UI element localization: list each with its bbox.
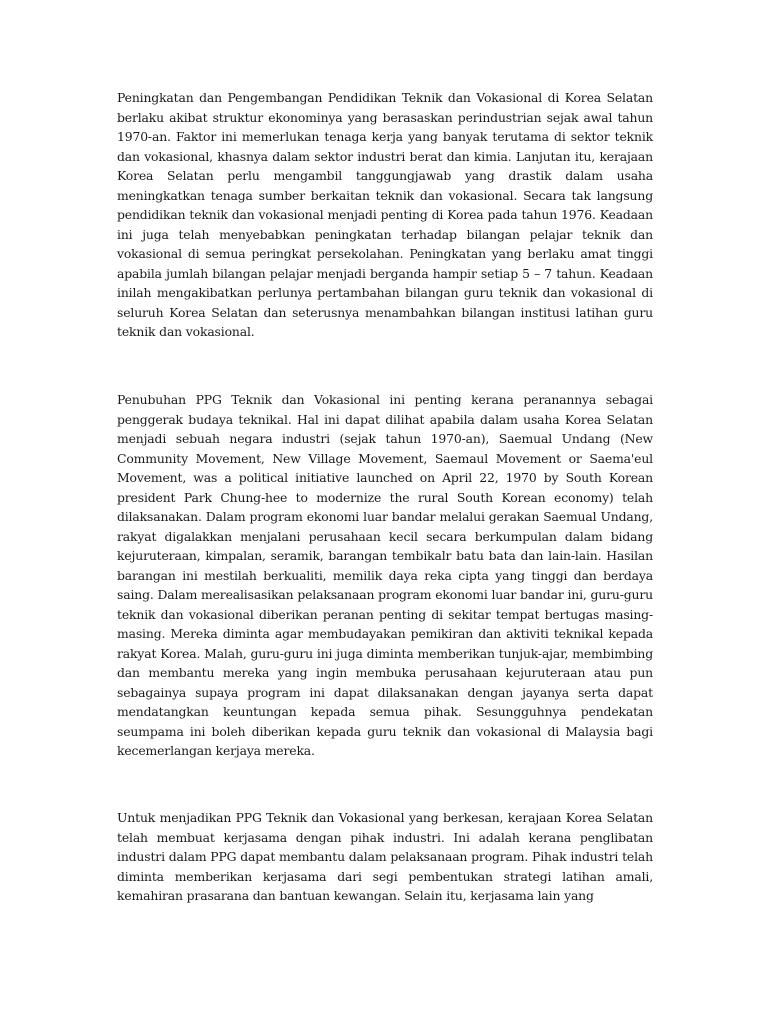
paragraph-3: Untuk menjadikan PPG Teknik dan Vokasional yang berkesan, kerajaan Korea Selatan telah membuat kerjasama dengan pihak industri. Ini adalah kerana penglibatan industri dalam PPG dapat membantu dalam pelaksanaan program. Pihak industri telah diminta memberikan kerjasama dari segi pembentukan strategi latihan amali, kemahiran prasarana dan bantuan kewangan. Selain itu, kerjasama lain yang (117, 810, 653, 903)
paragraph-2: Penubuhan PPG Teknik dan Vokasional ini penting kerana peranannya sebagai penggerak budaya teknikal. Hal ini dapat dilihat apabila dalam usaha Korea Selatan menjadi sebuah negara industri (sejak tahun 1970-an), Saemual Undang (New Community Movement, New Village Movement, Saemaul Movement or Saema'eul Movement, was a political initiative launched on April 22, 1970 by South Korean president Park Chung-hee to modernize the rural South Korean economy) telah dilaksanakan. Dalam program ekonomi luar bandar melalui gerakan Saemual Undang, rakyat digalakkan menjalani perusahaan kecil secara berkumpulan dalam bidang kejuruteraan, kimpalan, seramik, barangan tembikalr batu bata dan lain-lain. Hasilan barangan ini mestilah berkualiti, memilik daya reka cipta yang tinggi dan berdaya saing. Dalam merealisasikan pelaksanaan program ekonomi luar bandar ini, guru-guru teknik dan vokasional diberikan peranan penting di sekitar tempat bertugas masing-masing. Mereka diminta agar membudayakan pemikiran dan aktiviti teknikal kepada rakyat Korea. Malah, guru-guru ini juga diminta memberikan tunjuk-ajar, membimbing dan membantu mereka yang ingin membuka perusahaan kejuruteraan atau pun sebagainya supaya program ini dapat dilaksanakan dengan jayanya serta dapat mendatangkan keuntungan kepada semua pihak. Sesungguhnya pendekatan seumpama ini boleh diberikan kepada guru teknik dan vokasional di Malaysia bagi kecemerlangan kerjaya mereka. (117, 392, 653, 758)
paragraph-1: Peningkatan dan Pengembangan Pendidikan Teknik dan Vokasional di Korea Selatan berlaku akibat struktur ekonominya yang berasaskan perindustrian sejak awal tahun 1970-an. Faktor ini memerlukan tenaga kerja yang banyak terutama di sektor teknik dan vokasional, khasnya dalam sektor industri berat dan kimia. Lanjutan itu, kerajaan Korea Selatan perlu mengambil tanggungjawab yang drastik dalam usaha meningkatkan tenaga sumber berkaitan teknik dan vokasional. Secara tak langsung pendidikan teknik dan vokasional menjadi penting di Korea pada tahun 1976. Keadaan ini juga telah menyebabkan peningkatan terhadap bilangan pelajar teknik dan vokasional di semua peringkat persekolahan. Peningkatan yang berlaku amat tinggi apabila jumlah bilangan pelajar menjadi berganda hampir setiap 5 – 7 tahun. Keadaan inilah mengakibatkan perlunya pertambahan bilangan guru teknik dan vokasional di seluruh Korea Selatan dan seterusnya menambahkan bilangan institusi latihan guru teknik dan vokasional. (117, 90, 653, 339)
